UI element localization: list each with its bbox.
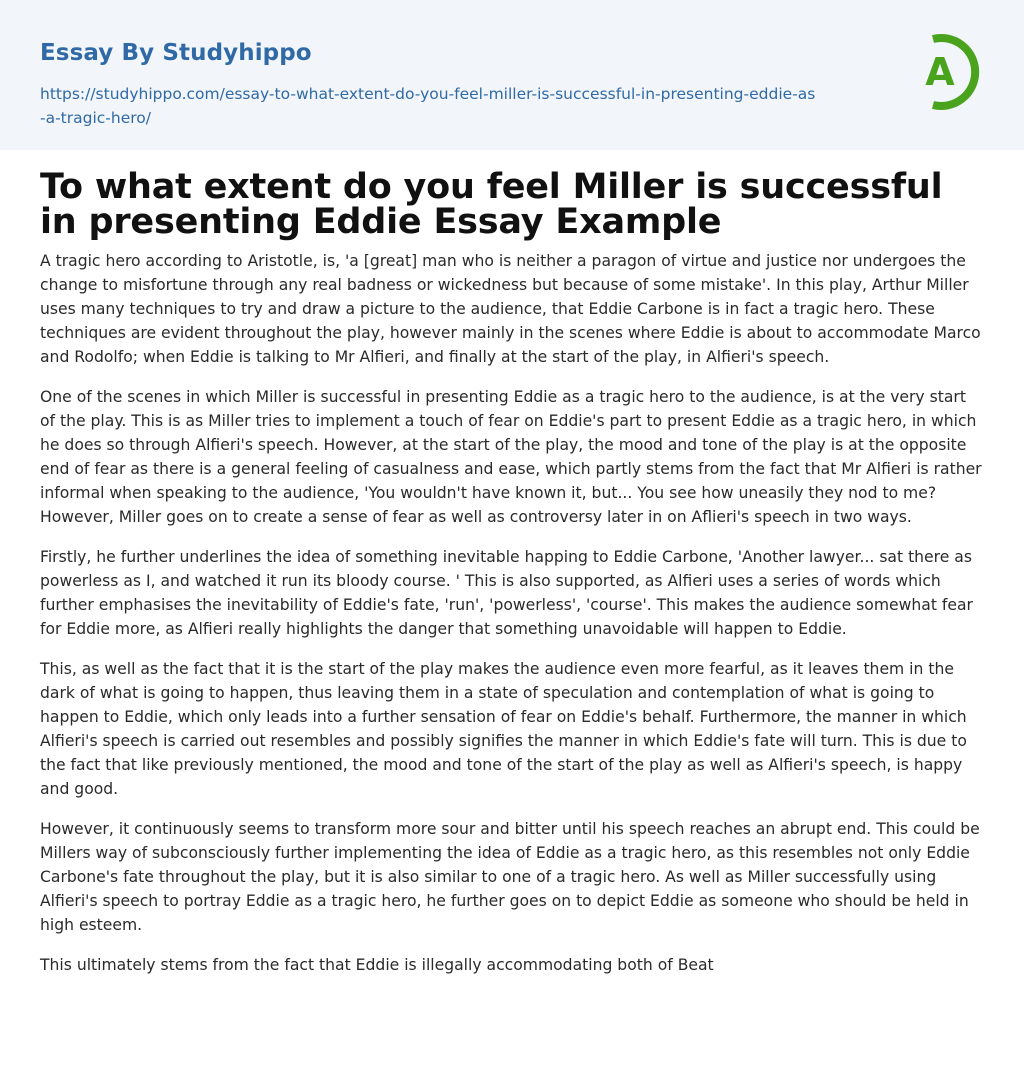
source-url-link[interactable]: https://studyhippo.com/essay-to-what-extent-do-you-feel-miller-is-successful-in-presenting-eddie-as-a-tragic-hero/ (40, 85, 816, 127)
site-header (0, 0, 1024, 150)
essay-paragraph: This, as well as the fact that it is the start of the play makes the audience even more fearful, as it leaves them in the dark of what is going to happen, thus leaving them in a state of speculation and contemplation of what is going to happen to Eddie, which only leads into a further sensation of fear on Eddie's behalf. Furthermore, the manner in which Alfieri's speech is carried out resembles and possibly signifies the manner in which Eddie's fate will turn. This is due to the fact that like previously mentioned, the mood and tone of the start of the play as well as Alfieri's speech, is happy and good. (40, 660, 967, 798)
studyhippo-logo-icon[interactable] (912, 29, 988, 115)
essay-paragraph: One of the scenes in which Miller is successful in presenting Eddie as a tragic hero to the audience, is at the very start of the play. This is as Miller tries to implement a touch of fear on Eddie's part to present Eddie as a tragic hero, in which he does so through Alfieri's speech. However, at the start of the play, the mood and tone of the play is at the opposite end of fear as there is a general feeling of casualness and ease, which partly stems from the fact that Mr Alfieri is rather informal when speaking to the audience, 'You wouldn't have known it, but... You see how uneasily they nod to me? However, Miller goes on to create a sense of fear as well as controversy later in on Aflieri's speech in two ways. (40, 388, 982, 526)
essay-paragraph: Firstly, he further underlines the idea of something inevitable happing to Eddie Carbone, 'Another lawyer... sat there as powerless as I, and watched it run its bloody course. ' This is also supported, as Alfieri uses a series of words which further emphasises the inevitability of Eddie's fate, 'run', 'powerless', 'course'. This makes the audience somewhat fear for Eddie more, as Alfieri really highlights the danger that something unavoidable will happen to Eddie. (40, 548, 973, 638)
page-title: To what extent do you feel Miller is successful in presenting Eddie Essay Example (40, 167, 943, 242)
essay-paragraph: This ultimately stems from the fact that Eddie is illegally accommodating both of Beat (40, 956, 714, 974)
logo-letter: A (925, 50, 955, 94)
essay-paragraph: However, it continuously seems to transform more sour and bitter until his speech reaches an abrupt end. This could be Millers way of subconsciously further implementing the idea of Eddie as a tragic hero, as this resembles not only Eddie Carbone's fate throughout the play, but it is also similar to one of a tragic hero. As well as Miller successfully using Alfieri's speech to portray Eddie as a tragic hero, he further goes on to depict Eddie as someone who should be held in high esteem. (40, 820, 980, 934)
article-content (0, 167, 1024, 977)
essay-paragraph: A tragic hero according to Aristotle, is, 'a [great] man who is neither a paragon of virtue and justice nor undergoes the change to misfortune through any real badness or wickedness but because of some mistake'. In this play, Arthur Miller uses many techniques to try and draw a picture to the audience, that Eddie Carbone is in fact a tragic hero. These techniques are evident throughout the play, however mainly in the scenes where Eddie is about to accommodate Marco and Rodolfo; when Eddie is talking to Mr Alfieri, and finally at the start of the play, in Alfieri's speech. (40, 252, 981, 366)
site-brand[interactable]: Essay By Studyhippo (40, 40, 312, 66)
